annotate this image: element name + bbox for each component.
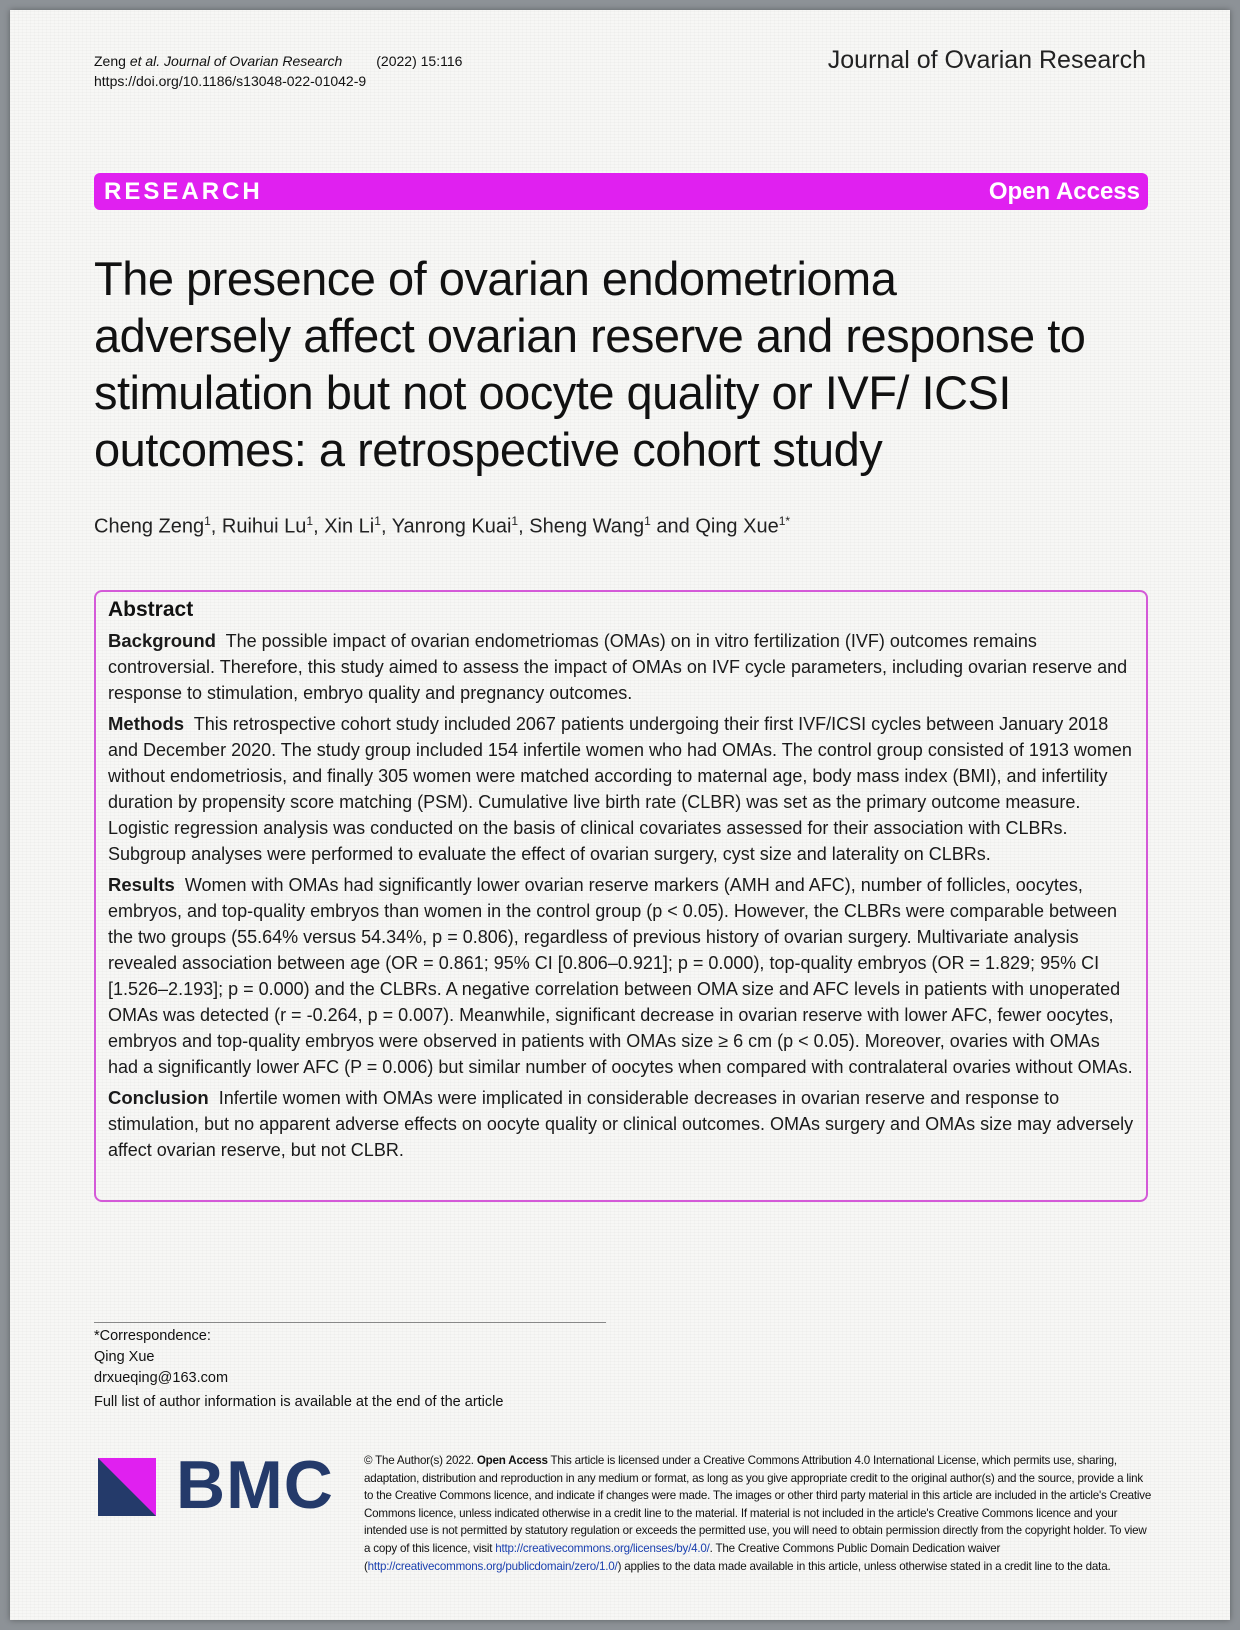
correspondence-block [94,1326,228,1389]
abstract-box [94,590,1148,1202]
author-separator: , [210,515,222,538]
author-separator: , [313,515,325,538]
license-text [364,1452,1154,1575]
article-type-label: RESEARCH [104,178,263,205]
author-affiliation-sup: 1 [511,514,519,528]
license-part-3: ) applies to the data made available in this article, unless otherwise stated in a credit line to the data. [617,1559,1111,1573]
citation-journal: Journal of Ovarian Research [160,53,343,69]
license-intro: © The Author(s) 2022. [364,1454,477,1467]
section-text: This retrospective cohort study included 2067 patients undergoing their first IVF/ICSI cycles between January 2018 and December 2020. The study group included 154 infertile women who had OMAs. The control group consisted of 1913 women without endometriosis, and finally 305 women were matched according to maternal age, body mass index (BMI), and infertility duration by propensity score matching (PSM). Cumulative live birth rate (CLBR) was set as the primary outcome measure. Logistic regression analysis was conducted on the basis of clinical covariates assessed for their association with CLBRs. Subgroup analyses were performed to evaluate the effect of ovarian surgery, cyst size and laterality on CLBRs. [108,714,1132,864]
author-name: Ruihui Lu [221,515,307,538]
article-title: The presence of ovarian endometrioma adversely affect ovarian reserve and response to stimulation but not oocyte quality or IVF/ ICSI outcomes: a retrospective cohort study [94,252,1086,476]
article-page [10,10,1230,1620]
citation-header [94,51,462,91]
article-type-banner [94,173,1148,210]
abstract-section-background [108,628,1134,706]
open-access-label: Open Access [988,178,1140,205]
correspondence-label: *Correspondence: [94,1328,211,1344]
author-name: Xin Li [324,515,375,538]
bmc-square-icon [98,1458,164,1516]
author-affiliation-sup: 1* [778,514,791,528]
citation-prefix: Zeng [94,53,130,69]
section-text: Women with OMAs had significantly lower ovarian reserve markers (AMH and AFC), number of follicles, oocytes, embryos, and top-quality embryos than women in the control group (p < 0.05). However, the CLBRs were comparable between the two groups (55.64% versus 54.34%, p = 0.806), regardless of previous history of ovarian surgery. Multivariate analysis revealed association between age (OR = 0.861; 95% CI [0.806–0.921]; p = 0.000), top-quality embryos (OR = 1.829; 95% CI [1.526–2.193]; p = 0.000) and the CLBRs. A negative correlation between OMA size and AFC levels in patients with unoperated OMAs was detected (r = -0.264, p = 0.007). Meanwhile, significant decrease in ovarian reserve with lower AFC, fewer oocytes, embryos and top-quality embryos were observed in patients with OMAs size ≥ 6 cm (p < 0.05). Moreover, ovaries with OMAs had a significantly lower AFC (P = 0.006) but similar number of oocytes when compared with contralateral ovaries without OMAs. [108,875,1133,1077]
footnote-divider [94,1322,606,1323]
citation-volume: (2022) 15:116 [376,53,463,69]
author-name: Cheng Zeng [94,515,205,538]
author-name: Sheng Wang [529,515,645,538]
bmc-logo-text: BMC [176,1447,334,1523]
bmc-logo [98,1447,338,1523]
abstract-section-results [108,872,1134,1080]
author-affiliation-sup: 1 [374,514,381,528]
author-separator: , [380,515,392,538]
section-text: The possible impact of ovarian endometriomas (OMAs) on in vitro fertilization (IVF) outcomes remains controversial. Therefore, this study aimed to assess the impact of OMAs on IVF cycle parameters, including ovarian reserve and response to stimulation, embryo quality and pregnancy outcomes. [108,631,1128,703]
section-label: Methods [108,713,185,734]
author-name: Qing Xue [695,515,779,538]
author-separator: and [650,515,696,538]
correspondence-name: Qing Xue [94,1349,155,1365]
license-part-1: This article is licensed under a Creative Commons Attribution 4.0 International License, which permits use, sharing, adaptation, distribution and reproduction in any medium or format, as long as you give appropriate credit to the original author(s) and the source, provide a link to the Creative Commons licence, and indicate if changes were made. The images or other third party material in this article are included in the article's Creative Commons licence, unless indicated otherwise in a credit line to the material. If material is not included in the article's Creative Commons licence and your intended use is not permitted by statutory regulation or exceeds the permitted use, you will need to obtain permission directly from the copyright holder. To view a copy of this licence, visit [364,1454,1152,1555]
author-name: Yanrong Kuai [391,515,512,538]
abstract-section-conclusion [108,1085,1134,1163]
correspondence-email[interactable]: drxueqing@163.com [94,1370,229,1386]
section-label: Conclusion [108,1087,209,1108]
author-affiliation-sup: 1 [644,514,651,528]
author-affiliation-sup: 1 [204,514,211,528]
section-label: Results [108,874,175,895]
license-part-2: . The Creative Commons Public Domain Dedication waiver ( [364,1541,1001,1573]
journal-name: Journal of Ovarian Research [827,46,1146,74]
abstract-heading: Abstract [108,598,194,621]
doi-link[interactable]: https://doi.org/10.1186/s13048-022-01042-9 [94,73,367,89]
citation-etal: et al. [129,53,161,69]
section-text: Infertile women with OMAs were implicated in considerable decreases in ovarian reserve and response to stimulation, but no apparent adverse effects on oocyte quality or clinical outcomes. OMAs surgery and OMAs size may adversely affect ovarian reserve, but not CLBR. [108,1088,1134,1160]
author-affiliation-sup: 1 [306,514,314,528]
license-open-access: Open Access [476,1454,548,1467]
author-separator: , [518,515,530,538]
author-info-note: Full list of author information is available at the end of the article [94,1394,504,1410]
abstract-section-methods [108,711,1134,867]
license-link-zero[interactable]: http://creativecommons.org/publicdomain/zero/1.0/ [367,1559,618,1573]
author-list [94,514,790,539]
section-label: Background [108,630,216,651]
license-link-by[interactable]: http://creativecommons.org/licenses/by/4.0/ [495,1541,710,1555]
